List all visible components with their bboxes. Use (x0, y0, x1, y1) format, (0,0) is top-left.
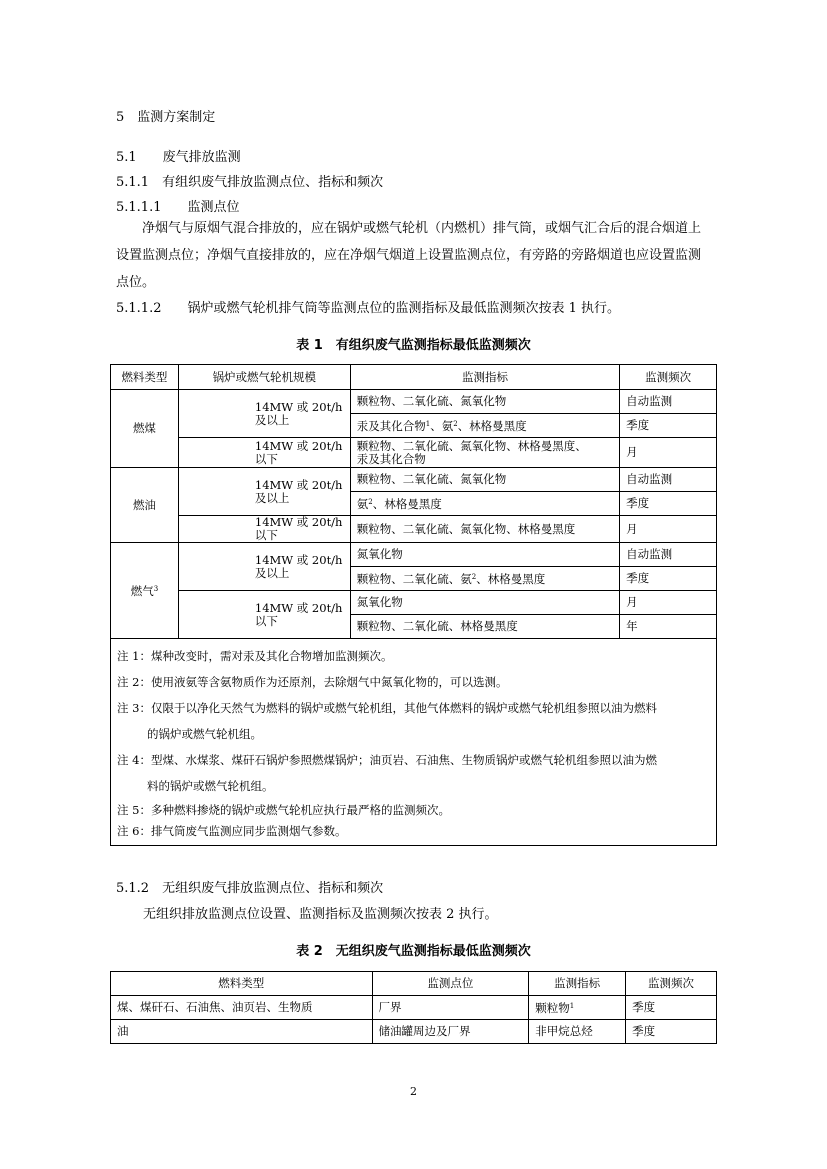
gas-r1-index: 氮氧化物 (350, 543, 619, 567)
table-row (111, 591, 717, 615)
note-2: 注 2：使用液氨等含氨物质作为还原剂，去除烟气中氮氧化物的，可以选测。 (117, 675, 508, 689)
table-row (111, 468, 717, 492)
table2-r1-freq: 季度 (626, 996, 717, 1020)
note-1: 注 1：煤种改变时，需对汞及其化合物增加监测频次。 (117, 649, 393, 663)
oil-r2-freq: 季度 (620, 492, 717, 516)
table1 (110, 364, 717, 846)
table-row (111, 516, 717, 543)
section-5-1-2-heading: 5.1.2 无组织废气排放监测点位、指标和频次 (116, 881, 384, 896)
gas-scale-small: 14MW 或 20t/h 以下 (178, 591, 350, 639)
gas-r1-freq: 自动监测 (620, 543, 717, 567)
section-5-1-1-2-paragraph: 5.1.1.2 锅炉或燃气轮机排气筒等监测点位的监测指标及最低监测频次按表 1 执行。 (116, 301, 621, 316)
table-row (111, 543, 717, 567)
coal-r1-index: 颗粒物、二氧化硫、氮氧化物 (350, 390, 619, 414)
section-5-1-1-1-heading: 5.1.1.1 监测点位 (116, 200, 240, 215)
note-5: 注 5：多种燃料掺烧的锅炉或燃气轮机应执行最严格的监测频次。 (117, 803, 450, 817)
coal-scale-large: 14MW 或 20t/h 及以上 (178, 390, 350, 438)
table2-header-index: 监测指标 (529, 972, 626, 996)
table2-r2-point: 储油罐周边及厂界 (372, 1020, 529, 1044)
oil-r3-freq: 月 (620, 516, 717, 543)
oil-fuel-cell: 燃油 (111, 468, 179, 543)
section-5-1-2-paragraph: 无组织排放监测点位设置、监测指标及监测频次按表 2 执行。 (143, 907, 498, 922)
gas-r4-freq: 年 (620, 615, 717, 639)
table2-r1-index: 颗粒物$^1$ (529, 996, 626, 1020)
table1-header-scale: 锅炉或燃气轮机规模 (178, 365, 350, 390)
table2-header-freq: 监测频次 (626, 972, 717, 996)
table-row (111, 390, 717, 414)
gas-scale-large: 14MW 或 20t/h 及以上 (178, 543, 350, 591)
table1-notes-row (111, 639, 717, 846)
oil-r2-index: 氨$^2$、林格曼黑度 (350, 492, 619, 516)
coal-r1-freq: 自动监测 (620, 390, 717, 414)
gas-fuel-cell: 燃气$^3$ (111, 543, 179, 639)
table2-header-point: 监测点位 (372, 972, 529, 996)
table2-caption: 表 2 无组织废气监测指标最低监测频次 (296, 944, 531, 959)
table2-r1-point: 厂界 (372, 996, 529, 1020)
coal-r2-freq: 季度 (620, 414, 717, 438)
note-4: 注 4：型煤、水煤浆、煤矸石锅炉参照燃煤锅炉；油页岩、石油焦、生物质锅炉或燃气轮机组参照以油为燃 料的锅炉或燃气轮机组。 (117, 753, 657, 793)
table2-r1-fuel: 煤、煤矸石、石油焦、油页岩、生物质 (111, 996, 373, 1020)
table1-header-row (111, 365, 717, 390)
gas-r2-freq: 季度 (620, 567, 717, 591)
gas-r3-index: 氮氧化物 (350, 591, 619, 615)
page-number: 2 (410, 1085, 417, 1098)
table2-header-fuel: 燃料类型 (111, 972, 373, 996)
section-5-1-heading: 5.1 废气排放监测 (116, 150, 241, 165)
oil-r3-index: 颗粒物、二氧化硫、氮氧化物、林格曼黑度 (350, 516, 619, 543)
table2-r2-index: 非甲烷总烃 (529, 1020, 626, 1044)
coal-scale-small: 14MW 或 20t/h 以下 (178, 438, 350, 468)
gas-r2-index: 颗粒物、二氧化硫、氨$^2$、林格曼黑度 (350, 567, 619, 591)
table2-r2-freq: 季度 (626, 1020, 717, 1044)
monitoring-point-paragraph: 净烟气与原烟气混合排放的，应在锅炉或燃气轮机（内燃机）排气筒，或烟气汇合后的混合烟道上设置监测点位；净烟气直接排放的，应在净烟气烟道上设置监测点位，有旁路的旁路烟道也应设置监测点位。 (116, 221, 702, 290)
oil-r1-index: 颗粒物、二氧化硫、氮氧化物 (350, 468, 619, 492)
oil-scale-small: 14MW 或 20t/h 以下 (178, 516, 350, 543)
coal-r3-index: 颗粒物、二氧化硫、氮氧化物、林格曼黑度、 汞及其化合物 (350, 438, 619, 468)
table-row (111, 1020, 717, 1044)
coal-r3-freq: 月 (620, 438, 717, 468)
coal-r2-index: 汞及其化合物$^1$、氨$^2$、林格曼黑度 (350, 414, 619, 438)
gas-r3-freq: 月 (620, 591, 717, 615)
table1-header-index: 监测指标 (350, 365, 619, 390)
table1-header-freq: 监测频次 (620, 365, 717, 390)
table2-header-row (111, 972, 717, 996)
section-5-1-1-heading: 5.1.1 有组织废气排放监测点位、指标和频次 (116, 175, 384, 190)
table2 (110, 971, 717, 1044)
table-row (111, 438, 717, 468)
oil-r1-freq: 自动监测 (620, 468, 717, 492)
table1-caption: 表 1 有组织废气监测指标最低监测频次 (296, 338, 531, 353)
coal-fuel-cell: 燃煤 (111, 390, 179, 468)
section-5-heading: 5 监测方案制定 (116, 110, 216, 125)
gas-r4-index: 颗粒物、二氧化硫、林格曼黑度 (350, 615, 619, 639)
table1-notes (111, 639, 717, 846)
note-3: 注 3：仅限于以净化天然气为燃料的锅炉或燃气轮机组，其他气体燃料的锅炉或燃气轮机组参照以油为燃料 的锅炉或燃气轮机组。 (117, 701, 657, 741)
oil-scale-large: 14MW 或 20t/h 及以上 (178, 468, 350, 516)
table1-header-fuel: 燃料类型 (111, 365, 179, 390)
table-row (111, 996, 717, 1020)
table2-r2-fuel: 油 (111, 1020, 373, 1044)
note-6: 注 6：排气筒废气监测应同步监测烟气参数。 (117, 824, 347, 838)
